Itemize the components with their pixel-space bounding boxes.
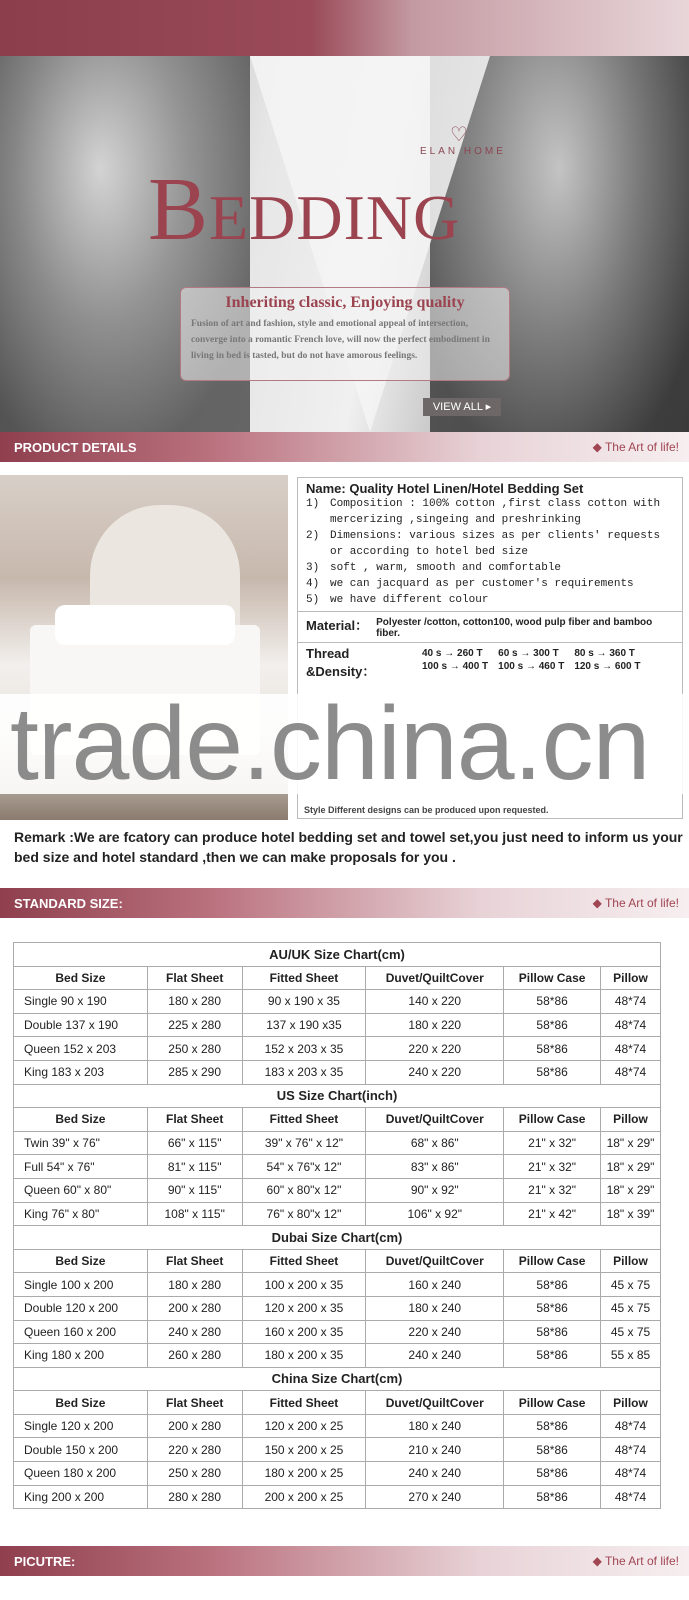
section-title: PICUTRE: <box>14 1554 76 1569</box>
table-cell: 240 x 220 <box>366 1060 504 1084</box>
column-header: Bed Size <box>14 966 148 990</box>
table-cell: 180 x 240 <box>366 1296 504 1320</box>
material-value: Polyester /cotton, cotton100, wood pulp fiber and bamboo fiber. <box>376 617 653 639</box>
table-cell: 58*86 <box>504 1344 601 1368</box>
table-cell: 58*86 <box>504 1414 601 1438</box>
table-cell: 81" x 115" <box>147 1155 242 1179</box>
table-cell: 137 x 190 x35 <box>242 1013 366 1037</box>
item-text: soft , warm, smooth and comfortable <box>330 562 562 574</box>
table-cell: 48*74 <box>601 1485 661 1509</box>
chart-title: AU/UK Size Chart(cm) <box>14 943 661 967</box>
table-cell: 180 x 200 x 25 <box>242 1462 366 1486</box>
table-cell: Full 54" x 76" <box>14 1155 148 1179</box>
thread-density-value: 60 s → 300 T <box>498 648 559 659</box>
header-row <box>14 1108 661 1132</box>
table-cell: 58*86 <box>504 1273 601 1297</box>
table-cell: 240 x 240 <box>366 1462 504 1486</box>
table-cell: 45 x 75 <box>601 1320 661 1344</box>
table-cell: 240 x 240 <box>366 1344 504 1368</box>
table-cell: 150 x 200 x 25 <box>242 1438 366 1462</box>
column-header: Fitted Sheet <box>242 1108 366 1132</box>
table-cell: 120 x 200 x 35 <box>242 1296 366 1320</box>
tagline-description: Fusion of art and fashion, style and emotional appeal of intersection, converge into a romantic French love, will now the perfect embodiment in living in bed is tasted, but do not have amorous feelings. <box>191 319 490 361</box>
table-cell: 18" x 29" <box>601 1178 661 1202</box>
picture-bar <box>0 1546 689 1576</box>
chart-title-row <box>14 1367 661 1391</box>
item-number: 5) <box>306 594 320 606</box>
table-row <box>14 1485 661 1509</box>
item-number: 4) <box>306 578 320 590</box>
column-header: Duvet/QuiltCover <box>366 1249 504 1273</box>
table-cell: 270 x 240 <box>366 1485 504 1509</box>
table-row <box>14 1060 661 1084</box>
item-text: Composition : 100% cotton ,first class cotton with mercerizing ,singeing and preshrinking <box>330 498 661 526</box>
table-cell: 21" x 42" <box>504 1202 601 1226</box>
table-cell: 45 x 75 <box>601 1296 661 1320</box>
title-initial: B <box>148 160 210 259</box>
table-cell: 58*86 <box>504 1037 601 1061</box>
table-cell: 58*86 <box>504 1320 601 1344</box>
table-cell: 58*86 <box>504 1013 601 1037</box>
table-cell: 90" x 92" <box>366 1178 504 1202</box>
column-header: Duvet/QuiltCover <box>366 1391 504 1415</box>
spec-item <box>306 592 674 608</box>
table-cell: 18" x 29" <box>601 1155 661 1179</box>
table-cell: Single 120 x 200 <box>14 1414 148 1438</box>
table-cell: 68" x 86" <box>366 1131 504 1155</box>
table-cell: 220 x 280 <box>147 1438 242 1462</box>
table-cell: Double 150 x 200 <box>14 1438 148 1462</box>
table-row <box>14 1414 661 1438</box>
table-cell: 48*74 <box>601 990 661 1014</box>
table-cell: Queen 152 x 203 <box>14 1037 148 1061</box>
table-cell: 100 x 200 x 35 <box>242 1273 366 1297</box>
column-header: Flat Sheet <box>147 1108 242 1132</box>
tagline: Inheriting classic, Enjoying quality <box>225 294 465 311</box>
item-number: 2) <box>306 530 320 542</box>
table-cell: 240 x 280 <box>147 1320 242 1344</box>
column-header: Flat Sheet <box>147 1249 242 1273</box>
chart-title-row <box>14 1084 661 1108</box>
table-row <box>14 990 661 1014</box>
table-cell: 66" x 115" <box>147 1131 242 1155</box>
column-header: Pillow <box>601 1391 661 1415</box>
column-header: Duvet/QuiltCover <box>366 966 504 990</box>
table-cell: 18" x 29" <box>601 1131 661 1155</box>
table-cell: 60" x 80"x 12" <box>242 1178 366 1202</box>
swan-logo-icon: ♡ <box>450 124 468 146</box>
table-cell: King 200 x 200 <box>14 1485 148 1509</box>
table-cell: Twin 39" x 76" <box>14 1131 148 1155</box>
table-cell: 260 x 280 <box>147 1344 242 1368</box>
table-cell: King 180 x 200 <box>14 1344 148 1368</box>
table-cell: 152 x 203 x 35 <box>242 1037 366 1061</box>
table-cell: 48*74 <box>601 1462 661 1486</box>
chart-title-row <box>14 1226 661 1250</box>
table-cell: Single 100 x 200 <box>14 1273 148 1297</box>
table-cell: 45 x 75 <box>601 1273 661 1297</box>
chart-title: China Size Chart(cm) <box>14 1367 661 1391</box>
table-cell: 160 x 200 x 35 <box>242 1320 366 1344</box>
thread-density-value: 100 s → 460 T <box>498 661 565 672</box>
item-number: 3) <box>306 562 320 574</box>
title-rest: EDDING <box>209 182 461 253</box>
slogan: ◆ The Art of life! <box>592 440 679 454</box>
thread-density-value: 100 s → 400 T <box>422 661 489 672</box>
column-header: Flat Sheet <box>147 966 242 990</box>
slogan: ◆ The Art of life! <box>592 896 679 910</box>
table-row <box>14 1155 661 1179</box>
brand-name: ELAN HOME <box>420 146 506 157</box>
column-header: Fitted Sheet <box>242 966 366 990</box>
table-cell: 108" x 115" <box>147 1202 242 1226</box>
header-row <box>14 1391 661 1415</box>
table-cell: 58*86 <box>504 1462 601 1486</box>
table-cell: 183 x 203 x 35 <box>242 1060 366 1084</box>
table-cell: 39" x 76" x 12" <box>242 1131 366 1155</box>
column-header: Pillow Case <box>504 966 601 990</box>
header-row <box>14 966 661 990</box>
table-cell: 21" x 32" <box>504 1155 601 1179</box>
table-row <box>14 1273 661 1297</box>
table-cell: 48*74 <box>601 1438 661 1462</box>
table-cell: 48*74 <box>601 1414 661 1438</box>
table-cell: 58*86 <box>504 1438 601 1462</box>
thread-label: Thread &Density： <box>306 646 376 679</box>
table-cell: 280 x 280 <box>147 1485 242 1509</box>
item-text: we have different colour <box>330 594 489 606</box>
hero-banner <box>0 0 689 432</box>
table-cell: 200 x 280 <box>147 1414 242 1438</box>
table-cell: 180 x 240 <box>366 1414 504 1438</box>
spec-item <box>306 576 674 592</box>
material-label: Material： <box>306 618 369 633</box>
table-cell: Queen 160 x 200 <box>14 1320 148 1344</box>
chart-title-row <box>14 943 661 967</box>
table-cell: 200 x 280 <box>147 1296 242 1320</box>
product-details-bar <box>0 432 689 462</box>
table-cell: 83" x 86" <box>366 1155 504 1179</box>
section-title: STANDARD SIZE: <box>14 896 123 911</box>
column-header: Pillow Case <box>504 1249 601 1273</box>
pillows <box>55 605 235 645</box>
thread-density-value: 40 s → 260 T <box>422 648 483 659</box>
standard-size-bar <box>0 888 689 918</box>
table-cell: 180 x 220 <box>366 1013 504 1037</box>
table-row <box>14 1013 661 1037</box>
view-all-button[interactable]: VIEW ALL ▸ <box>423 398 501 416</box>
column-header: Pillow Case <box>504 1108 601 1132</box>
column-header: Bed Size <box>14 1249 148 1273</box>
table-cell: 76" x 80"x 12" <box>242 1202 366 1226</box>
table-cell: 106" x 92" <box>366 1202 504 1226</box>
table-row <box>14 1438 661 1462</box>
table-cell: 48*74 <box>601 1037 661 1061</box>
table-cell: 54" x 76"x 12" <box>242 1155 366 1179</box>
table-cell: 18" x 39" <box>601 1202 661 1226</box>
table-cell: 58*86 <box>504 990 601 1014</box>
table-cell: Single 90 x 190 <box>14 990 148 1014</box>
spec-item <box>306 496 674 528</box>
thread-density-value: 120 s → 600 T <box>574 661 641 672</box>
table-cell: 55 x 85 <box>601 1344 661 1368</box>
table-cell: 180 x 200 x 35 <box>242 1344 366 1368</box>
table-cell: King 76" x 80" <box>14 1202 148 1226</box>
table-cell: 58*86 <box>504 1296 601 1320</box>
table-cell: 58*86 <box>504 1485 601 1509</box>
column-header: Bed Size <box>14 1391 148 1415</box>
table-cell: 220 x 240 <box>366 1320 504 1344</box>
table-row <box>14 1320 661 1344</box>
table-cell: 58*86 <box>504 1060 601 1084</box>
table-cell: 21" x 32" <box>504 1178 601 1202</box>
table-cell: 160 x 240 <box>366 1273 504 1297</box>
table-cell: 90" x 115" <box>147 1178 242 1202</box>
slogan: ◆ The Art of life! <box>592 1554 679 1568</box>
size-chart-table <box>13 942 661 1509</box>
table-row <box>14 1462 661 1486</box>
spec-item <box>306 528 674 560</box>
spec-item <box>306 560 674 576</box>
table-cell: 180 x 280 <box>147 990 242 1014</box>
table-row <box>14 1202 661 1226</box>
column-header: Bed Size <box>14 1108 148 1132</box>
table-cell: 210 x 240 <box>366 1438 504 1462</box>
hero-title <box>148 162 460 266</box>
table-cell: Double 120 x 200 <box>14 1296 148 1320</box>
table-cell: 90 x 190 x 35 <box>242 990 366 1014</box>
table-cell: 250 x 280 <box>147 1462 242 1486</box>
table-cell: 220 x 220 <box>366 1037 504 1061</box>
table-row <box>14 1178 661 1202</box>
section-title: PRODUCT DETAILS <box>14 440 137 455</box>
product-name: Name: Quality Hotel Linen/Hotel Bedding Set <box>306 481 584 496</box>
table-row <box>14 1296 661 1320</box>
table-row <box>14 1131 661 1155</box>
column-header: Pillow Case <box>504 1391 601 1415</box>
column-header: Fitted Sheet <box>242 1391 366 1415</box>
column-header: Duvet/QuiltCover <box>366 1108 504 1132</box>
tagline-box <box>180 287 510 381</box>
table-cell: 180 x 280 <box>147 1273 242 1297</box>
style-line: Style Different designs can be produced upon requested. <box>304 805 549 815</box>
watermark: trade.china.cn <box>0 694 689 794</box>
column-header: Pillow <box>601 1249 661 1273</box>
table-row <box>14 1344 661 1368</box>
top-band <box>0 0 689 56</box>
table-cell: 200 x 200 x 25 <box>242 1485 366 1509</box>
table-cell: Queen 180 x 200 <box>14 1462 148 1486</box>
column-header: Fitted Sheet <box>242 1249 366 1273</box>
table-cell: 140 x 220 <box>366 990 504 1014</box>
header-row <box>14 1249 661 1273</box>
column-header: Pillow <box>601 966 661 990</box>
column-header: Flat Sheet <box>147 1391 242 1415</box>
table-cell: 120 x 200 x 25 <box>242 1414 366 1438</box>
table-cell: 48*74 <box>601 1060 661 1084</box>
column-header: Pillow <box>601 1108 661 1132</box>
thread-density-value: 80 s → 360 T <box>574 648 635 659</box>
table-cell: 21" x 32" <box>504 1131 601 1155</box>
item-number: 1) <box>306 498 320 510</box>
table-cell: 225 x 280 <box>147 1013 242 1037</box>
table-cell: King 183 x 203 <box>14 1060 148 1084</box>
table-row <box>14 1037 661 1061</box>
item-text: Dimensions: various sizes as per clients' requests or according to hotel bed size <box>330 530 661 558</box>
chart-title: Dubai Size Chart(cm) <box>14 1226 661 1250</box>
table-cell: Queen 60" x 80" <box>14 1178 148 1202</box>
table-cell: 285 x 290 <box>147 1060 242 1084</box>
remark-text: Remark :We are fcatory can produce hotel bedding set and towel set,you just need to inform us your bed size and hotel standard ,then we can make proposals for you . <box>14 829 683 865</box>
table-cell: 250 x 280 <box>147 1037 242 1061</box>
table-cell: Double 137 x 190 <box>14 1013 148 1037</box>
chart-title: US Size Chart(inch) <box>14 1084 661 1108</box>
table-cell: 48*74 <box>601 1013 661 1037</box>
item-text: we can jacquard as per customer's requirements <box>330 578 634 590</box>
